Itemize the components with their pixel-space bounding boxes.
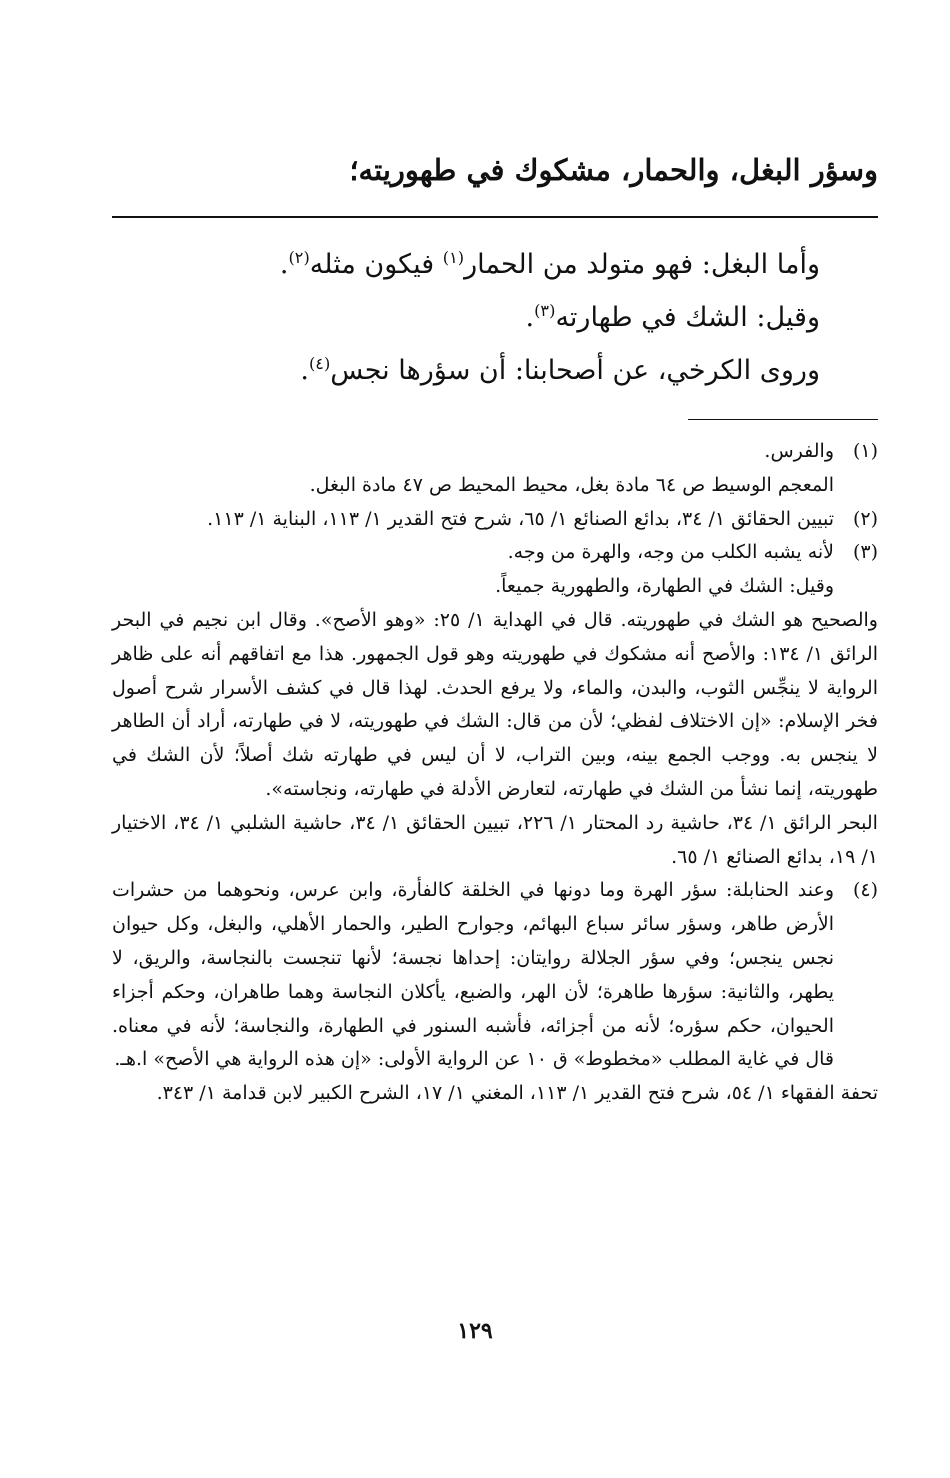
footnote-4 (112, 874, 878, 1077)
footnote-paragraph: وقيل: الشك في الطهارة، والطهورية جميعاً. (495, 575, 834, 598)
footnote-number: (٣) (852, 541, 878, 564)
main-line-text: فيكون مثله (309, 249, 443, 280)
footnote-body (112, 1077, 878, 1111)
main-line-text: وقيل: الشك في طهارته (555, 302, 820, 333)
footnote-ref-2[interactable]: (٢) (288, 248, 310, 267)
footnote-paragraph: تحفة الفقهاء ١/ ٥٤، شرح فتح القدير ١/ ١١٣، المغني ١/ ١٧، الشرح الكبير لابن قدامة ١/ ٣٤٣. (156, 1082, 878, 1105)
footnote-ref-1[interactable]: (١) (442, 248, 465, 267)
footnote-number: (١) (852, 440, 878, 462)
header-divider (112, 216, 878, 218)
main-line-text: وأما البغل: فهو متولد من الحمار (464, 249, 820, 280)
main-line-3 (130, 344, 820, 397)
footnote-paragraph: المعجم الوسيط ص ٦٤ مادة بغل، محيط المحيط ص ٤٧ مادة البغل. (309, 473, 834, 496)
footnote-3 (112, 536, 878, 604)
footnote-paragraph: البحر الرائق ١/ ٣٤، حاشية رد المحتار ١/ ٢٢٦، تبيين الحقائق ١/ ٣٤، حاشية الشلبي ١/ ٣٤، الاختيار ١/ ١٩، بدائع الصنائع ١/ ٦٥. (112, 811, 878, 868)
footnotes (112, 435, 878, 1111)
footnote-1 (112, 435, 878, 503)
footnote-body (112, 536, 834, 604)
footnote-2 (112, 503, 878, 537)
main-line-2 (130, 291, 820, 344)
footnote-3-continued (112, 604, 878, 874)
footnote-body (112, 604, 878, 874)
footnote-ref-3[interactable]: (٣) (534, 301, 556, 320)
footnote-4-continued (112, 1077, 878, 1111)
footnote-paragraph: والصحيح هو الشك في طهوريته. قال في الهداية ١/ ٢٥: «وهو الأصح». وقال ابن نجيم في البحر الرائق ١/ ١٣٤: والأصح أنه مشكوك في طهوريته وهو قول الجمهور. هذا مع اتفاقهم أنه على ظاهر الرواية لا ينجِّس الثوب، والبدن، والماء، ولا يرفع الحدث. لهذا قال في كشف الأسرار شرح أصول فخر الإسلام: «إن الاختلاف لفظي؛ لأن من قال: الشك في طهوريته، لا في طهارته، أراد أن الطاهر لا ينجس به. ووجب الجمع بينه، وبين التراب، لا أن ليس في طهارته شك أصلاً؛ لأن الشك في طهوريته، إنما نشأ من الشك في طهارته، لتعارض الأدلة في طهارته، ونجاسته». (112, 608, 879, 800)
footnote-paragraph: تبيين الحقائق ١/ ٣٤، بدائع الصنائع ١/ ٦٥، شرح فتح القدير ١/ ١١٣، البناية ١/ ١١٣. (207, 507, 834, 530)
main-line-end: . (279, 249, 289, 280)
footnote-divider (688, 419, 878, 420)
footnote-paragraph: وعند الحنابلة: سؤر الهرة وما دونها في الخلقة كالفأرة، وابن عرس، ونحوهما من حشرات الأرض طاهر، وسؤر سائر سباع البهائم، وجوارح الطير، والحمار الأهلي، والبغل، وكل حيوان نجس ينجس؛ وفي سؤر الجلالة روايتان: إحداها نجسة؛ لأنها تنجست بالنجاسة، والريق، لا يطهر، والثانية: سؤرها طاهرة؛ لأن الهر، والضبع، يأكلان النجاسة وهما طاهران، وحكم أجزاء الحيوان، حكم سؤره؛ لأنه من أجزائه، فأشبه السنور في الطهارة، والنجاسة؛ لأنه في معناه. قال في غاية المطلب «مخطوط» ق ١٠ عن الرواية الأولى: «إن هذه الرواية هي الأصح» ا.هـ. (112, 879, 834, 1071)
footnote-body (112, 874, 834, 1077)
page-number: ١٢٩ (457, 1318, 493, 1344)
main-line-1 (130, 238, 820, 291)
main-line-end: . (525, 302, 535, 333)
footnote-paragraph: والفرس. (764, 440, 834, 462)
footnote-number: (٢) (852, 507, 878, 530)
footnote-body (112, 503, 834, 537)
footnote-ref-4[interactable]: (٤) (308, 354, 331, 373)
main-line-text: وروى الكرخي، عن أصحابنا: أن سؤرها نجس (330, 355, 820, 386)
footnote-number: (٤) (852, 879, 878, 902)
main-text (130, 238, 820, 397)
footnote-paragraph: لأنه يشبه الكلب من وجه، والهرة من وجه. (507, 541, 834, 564)
main-line-end: . (300, 355, 309, 386)
footnote-body (112, 435, 834, 503)
page-title: وسؤر البغل، والحمار، مشكوك في طهوريته؛ (349, 153, 878, 187)
